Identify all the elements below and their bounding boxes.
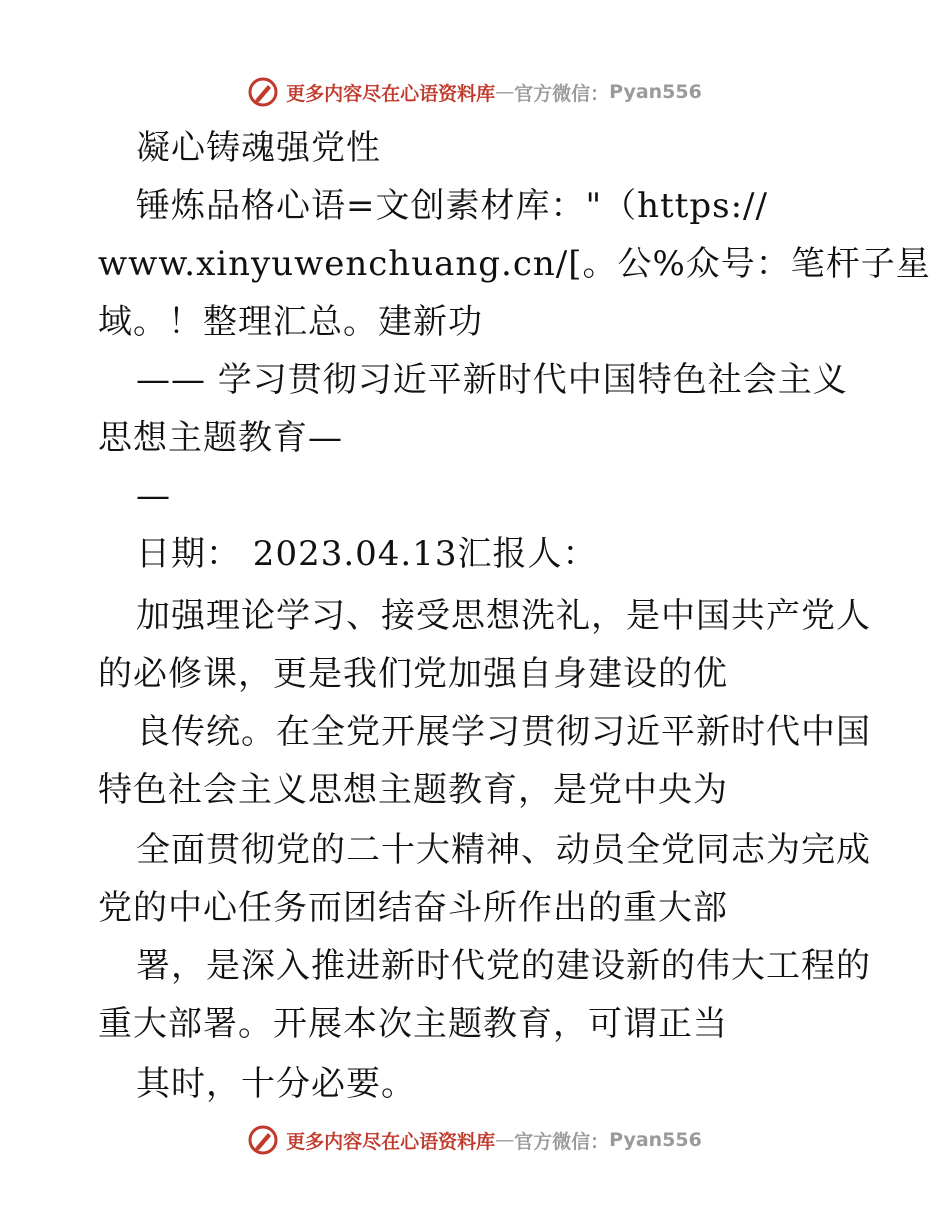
doc-subtitle-cont: 思想主题教育— <box>98 418 343 458</box>
doc-date-reporter: 日期： 2023.04.13汇报人： <box>136 534 598 574</box>
doc-paragraph-line: 重大部署。开展本次主题教育，可谓正当 <box>98 1004 728 1044</box>
doc-paragraph-line: 署，是深入推进新时代党的建设新的伟大工程的 <box>136 946 871 986</box>
watermark-wechat-label: 官方微信： <box>514 82 610 105</box>
doc-title: 凝心铸魂强党性 <box>136 128 381 168</box>
doc-subtitle: —— 学习贯彻习近平新时代中国特色社会主义 <box>136 360 848 400</box>
watermark-wechat-label: 官方微信： <box>514 1130 610 1153</box>
watermark-brand-text: 更多内容尽在心语资料库 <box>286 1130 496 1153</box>
pen-logo-icon <box>248 1125 278 1155</box>
pen-logo-icon <box>248 77 278 107</box>
doc-dash: — <box>136 476 171 516</box>
doc-paragraph-line: 加强理论学习、接受思想洗礼，是中国共产党人 <box>136 596 871 636</box>
watermark-dash: — <box>495 1129 515 1151</box>
footer-watermark <box>0 1122 950 1158</box>
doc-paragraph-line: 其时，十分必要。 <box>136 1064 416 1104</box>
watermark-account: Pyan556 <box>609 81 702 103</box>
watermark-account: Pyan556 <box>609 1129 702 1151</box>
watermark-dash: — <box>495 81 515 103</box>
header-watermark <box>0 74 950 110</box>
doc-paragraph-line: 的必修课，更是我们党加强自身建设的优 <box>98 654 728 694</box>
doc-paragraph-line: 党的中心任务而团结奋斗所作出的重大部 <box>98 888 728 928</box>
watermark-brand-text: 更多内容尽在心语资料库 <box>286 82 496 105</box>
doc-line: 域。！整理汇总。建新功 <box>98 302 483 342</box>
doc-line: www.xinyuwenchuang.cn/[。公%众号：笔杆子星 <box>98 244 931 284</box>
doc-line: 锤炼品格心语=文创素材库："（https:// <box>136 186 768 226</box>
doc-paragraph-line: 特色社会主义思想主题教育，是党中央为 <box>98 770 728 810</box>
doc-paragraph-line: 全面贯彻党的二十大精神、动员全党同志为完成 <box>136 830 871 870</box>
doc-paragraph-line: 良传统。在全党开展学习贯彻习近平新时代中国 <box>136 712 871 752</box>
